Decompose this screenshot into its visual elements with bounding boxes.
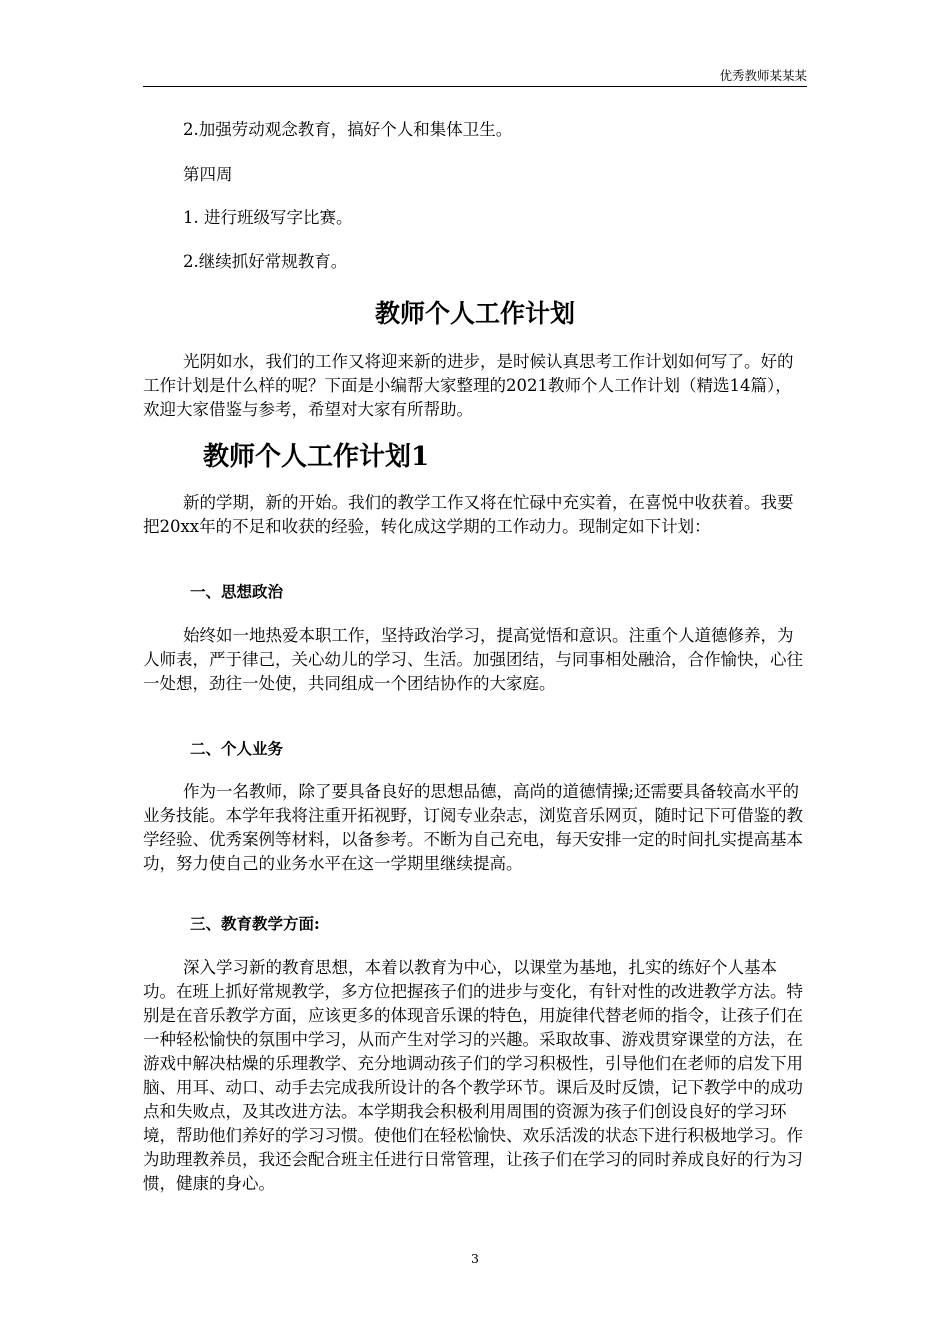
plan-intro-paragraph: 新的学期，新的开始。我们的教学工作又将在忙碌中充实着，在喜悦中收获着。我要把20xx年的不足和收获的经验，转化成这学期的工作动力。现制定如下计划： bbox=[143, 493, 794, 536]
section-body: 始终如一地热爱本职工作，坚持政治学习，提高觉悟和意识。注重个人道德修养，为人师表，严于律己，关心幼儿的学习、生活。加强团结，与同事相处融洽，合作愉快，心往一处想，劲往一处使，共同组成一个团结协作的大家庭。 bbox=[143, 626, 803, 693]
section-heading: 二、个人业务 bbox=[190, 739, 284, 758]
section-heading: 三、教育教学方面: bbox=[190, 914, 320, 933]
section-body: 作为一名教师，除了要具备良好的思想品德，高尚的道德情操;还需要具备较高水平的业务技能。本学年我将注重开拓视野，订阅专业杂志，浏览音乐网页，随时记下可借鉴的教学经验、优秀案例等材料，以备参考。不断为自己充电，每天安排一定的时间扎实提高基本功，努力使自己的业务水平在这一学期里继续提高。 bbox=[143, 782, 803, 873]
section-body: 深入学习新的教育思想，本着以教育为中心，以课堂为基地，扎实的练好个人基本功。在班上抓好常规教学，多方位把握孩子们的进步与变化，有针对性的改进教学方法。特别是在音乐教学方面，应该更多的体现音乐课的特色，用旋律代替老师的指令，让孩子们在一种轻松愉快的氛围中学习，从而产生对学习的兴趣。采取故事、游戏贯穿课堂的方法，在游戏中解决枯燥的乐理教学、充分地调动孩子们的学习积极性，引导他们在老师的启发下用脑、用耳、动口、动手去完成我所设计的各个教学环节。课后及时反馈，记下教学中的成功点和失败点，及其改进方法。本学期我会积极利用周围的资源为孩子们创设良好的学习环境，帮助他们养好的学习习惯。使他们在轻松愉快、欢乐活泼的状态下进行积极地学习。作为助理教养员，我还会配合班主任进行日常管理，让孩子们在学习的同时养成良好的行为习惯，健康的身心。 bbox=[143, 958, 803, 1193]
week-label: 第四周 bbox=[183, 165, 233, 184]
page-number: 3 bbox=[471, 1251, 479, 1266]
document-title: 教师个人工作计划 bbox=[374, 299, 575, 328]
list-item: 2.继续抓好常规教育。 bbox=[183, 252, 348, 271]
section-heading: 一、思想政治 bbox=[190, 582, 284, 601]
header-divider bbox=[143, 86, 807, 87]
list-item: 2.加强劳动观念教育，搞好个人和集体卫生。 bbox=[183, 120, 513, 139]
page-header: 优秀教师某某某 bbox=[719, 68, 807, 83]
list-item: 1. 进行班级写字比赛。 bbox=[183, 208, 353, 227]
intro-paragraph: 光阴如水，我们的工作又将迎来新的进步，是时候认真思考工作计划如何写了。好的工作计划是什么样的呢？下面是小编帮大家整理的2021教师个人工作计划（精选14篇），欢迎大家借鉴与参考，希望对大家有所帮助。 bbox=[143, 352, 794, 419]
plan-title: 教师个人工作计划1 bbox=[203, 442, 430, 472]
